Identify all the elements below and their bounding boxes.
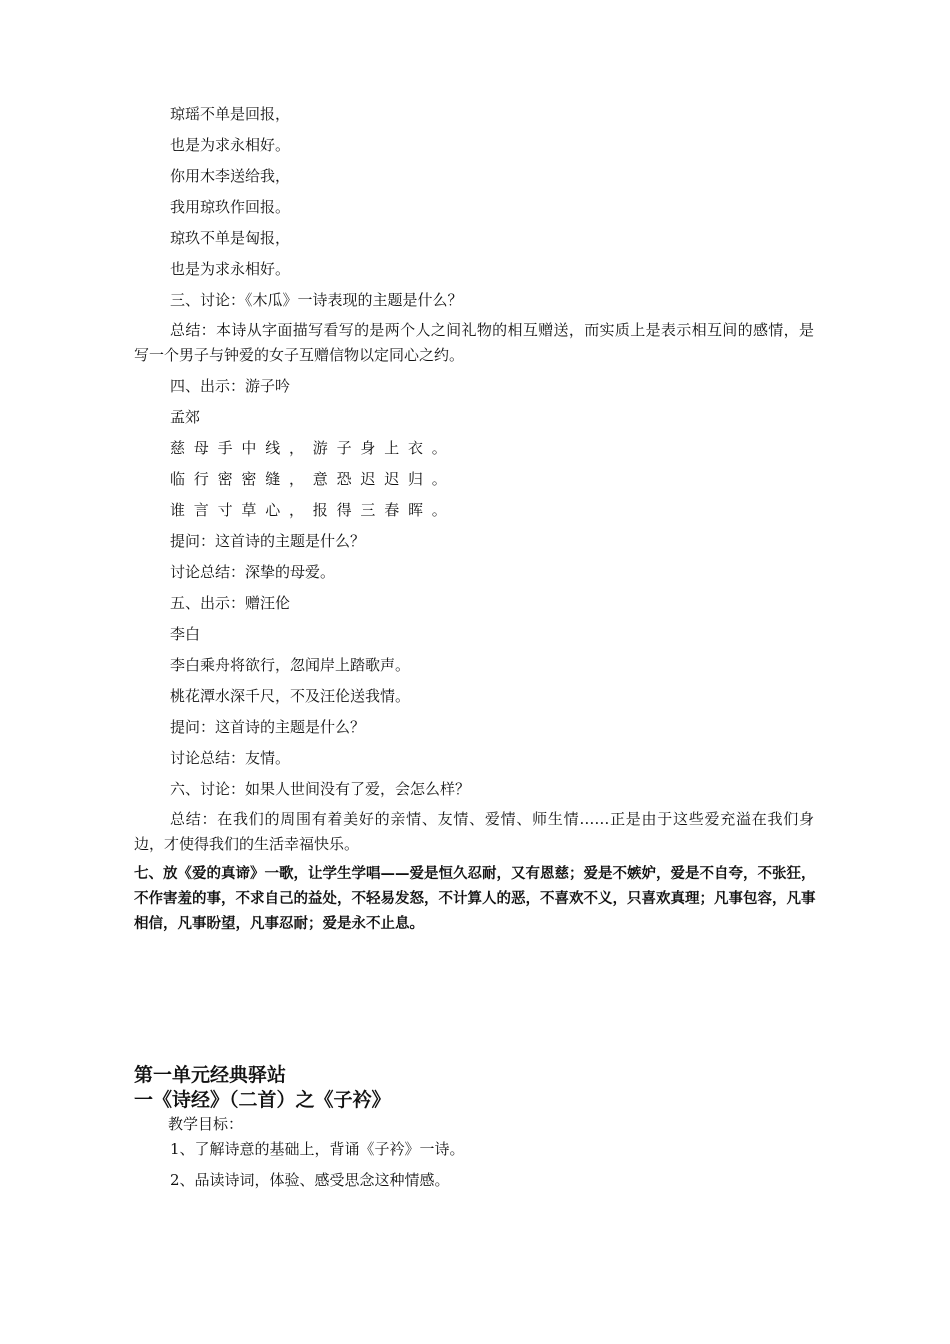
- unit-title: 第一单元经典驿站: [134, 1064, 287, 1086]
- section5-question: 提问：这首诗的主题是什么？: [170, 718, 366, 736]
- section4-author: 孟郊: [170, 408, 201, 426]
- section4-question: 提问：这首诗的主题是什么？: [170, 532, 366, 550]
- section7-paragraph: 七、放《爱的真谛》一歌，让学生学唱——爱是恒久忍耐，又有恩慈；爱是不嫉妒，爱是不自夸，不张狂，不作害羞的事，不求自己的益处，不轻易发怒，不计算人的恶，不喜欢不义，只喜欢真理；凡事包容，凡事相信，凡事盼望，凡事忍耐；爱是永不止息。: [134, 866, 816, 932]
- section3-question: 三、讨论：《木瓜》一诗表现的主题是什么？: [170, 291, 463, 309]
- poem-line: 也是为求永相好。: [170, 136, 291, 154]
- section5-poem-line: 桃花潭水深千尺，不及汪伦送我情。: [170, 687, 411, 705]
- section5-title: 五、出示：赠汪伦: [170, 594, 291, 612]
- poem-line: 你用木李送给我，: [170, 167, 291, 185]
- section4-answer: 讨论总结：深挚的母爱。: [170, 563, 336, 581]
- section6-summary: 总结：在我们的周围有着美好的亲情、友情、爱情、师生情……正是由于这些爱充溢在我们身边，才使得我们的生活幸福快乐。: [134, 810, 814, 853]
- section4-poem-line: 谁言寸草心，报得三春晖。: [170, 501, 456, 519]
- section6-question: 六、讨论：如果人世间没有了爱，会怎么样？: [170, 780, 471, 798]
- section5-answer: 讨论总结：友情。: [170, 749, 291, 767]
- section4-poem-line: 临行密密缝，意恐迟迟归。: [170, 470, 456, 488]
- unit-subtitle: 一《诗经》（二首）之《子衿》: [134, 1089, 391, 1111]
- section5-author: 李白: [170, 625, 201, 643]
- section5-poem-line: 李白乘舟将欲行，忽闻岸上踏歌声。: [170, 656, 411, 674]
- goals-label: 教学目标：: [168, 1115, 244, 1133]
- section4-poem-line: 慈母手中线，游子身上衣。: [170, 439, 456, 457]
- poem-line: 琼玖不单是匈报，: [170, 229, 291, 247]
- poem-line: 也是为求永相好。: [170, 260, 291, 278]
- poem-line: 琼瑶不单是回报，: [170, 105, 291, 123]
- section4-title: 四、出示：游子吟: [170, 377, 291, 395]
- goal-item: 2、品读诗词，体验、感受思念这种情感。: [170, 1171, 450, 1189]
- section3-summary: 总结：本诗从字面描写看写的是两个人之间礼物的相互赠送，而实质上是表示相互间的感情，是写一个男子与钟爱的女子互赠信物以定同心之约。: [134, 321, 814, 364]
- poem-line: 我用琼玖作回报。: [170, 198, 291, 216]
- goal-item: 1、了解诗意的基础上，背诵《子衿》一诗。: [170, 1140, 465, 1158]
